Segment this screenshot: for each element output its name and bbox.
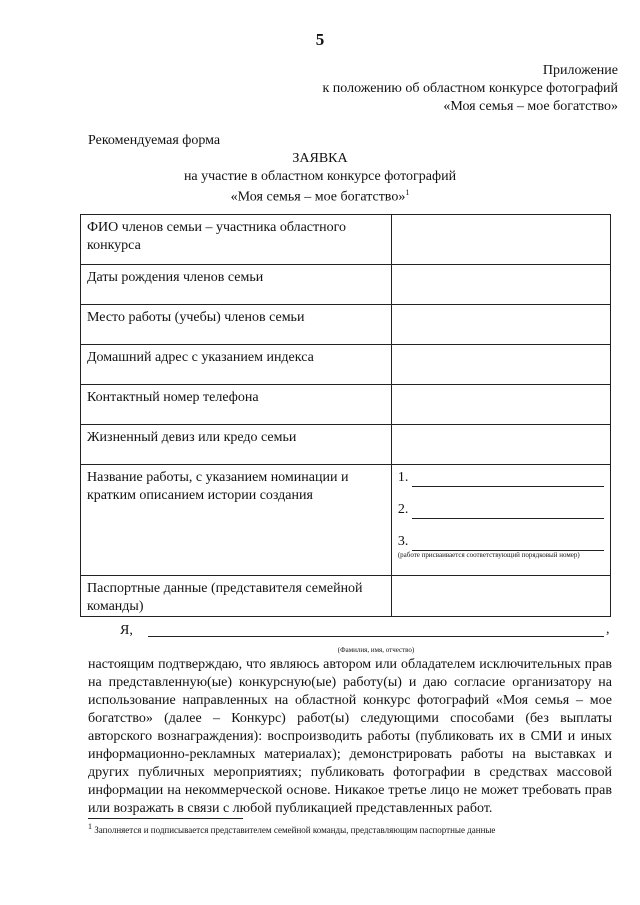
label-phone: Контактный номер телефона: [81, 385, 392, 425]
work-title-line-3[interactable]: [398, 533, 604, 551]
field-family-names[interactable]: [391, 215, 610, 265]
footnote-mark: 1: [88, 822, 92, 831]
subtitle-2-text: «Моя семья – мое богатство»: [230, 189, 406, 205]
recommended-form-label: Рекомендуемая форма: [88, 133, 221, 148]
appendix-line-2: к положению об областном конкурсе фотографий: [322, 81, 618, 96]
table-row: [81, 465, 611, 576]
work-title-number-3: 3.: [397, 534, 409, 549]
consent-text: настоящим подтверждаю, что являюсь автором или обладателем исключительных прав на представленную(ые) конкурсную(ые) работу(ы) и даю согласие организатору на использование направленных на областной конкурс фотографий «Моя семья – мое богатство» (далее – Конкурс) работ(ы) следующими способами (без выплаты авторского вознаграждения): воспроизводить работы (публиковать их в СМИ и иных информационно-рекламных материалах); демонстрировать работы на выставках и других публичных мероприятиях; публиковать фотографии в средствах массовой информации на некоммерческой основе. Никакое третье лицо не может требовать прав или возражать в связи с любой публикацией представленных работ.: [88, 657, 612, 816]
appendix-line-1: Приложение: [542, 63, 618, 78]
work-title-number-1: 1.: [397, 470, 409, 485]
label-family-names: ФИО членов семьи – участника областного конкурса: [81, 215, 392, 265]
label-work-title: Название работы, с указанием номинации и кратким описанием истории создания: [81, 465, 392, 576]
page-number: 5: [315, 30, 325, 49]
label-home-address: Домашний адрес с указанием индекса: [81, 345, 392, 385]
label-motto: Жизненный девиз или кредо семьи: [81, 425, 392, 465]
field-birth-dates[interactable]: [391, 265, 610, 305]
table-row: [81, 385, 611, 425]
table-row: [81, 425, 611, 465]
declarant-name-field[interactable]: [148, 636, 604, 637]
application-form-table: [80, 214, 611, 617]
field-motto[interactable]: [391, 425, 610, 465]
field-passport[interactable]: [391, 576, 610, 617]
declarant-comma: ,: [606, 622, 610, 637]
table-row: [81, 576, 611, 617]
footnote-ref: 1: [405, 188, 410, 197]
document-subtitle-2: [0, 184, 640, 207]
appendix-line-3: «Моя семья – мое богатство»: [443, 99, 618, 114]
document-subtitle-1: на участие в областном конкурсе фотографий: [183, 169, 457, 184]
field-phone[interactable]: [391, 385, 610, 425]
work-title-line-2[interactable]: [398, 501, 604, 519]
table-row: [81, 215, 611, 265]
work-number-hint: (работе присваивается соответствующий порядковый номер): [397, 551, 580, 559]
table-row: [81, 345, 611, 385]
field-workplace[interactable]: [391, 305, 610, 345]
table-row: [81, 265, 611, 305]
footnote-text: Заполняется и подписывается представителем семейной команды, представляющим паспортные данные: [94, 825, 496, 835]
field-home-address[interactable]: [391, 345, 610, 385]
footnote-divider: [88, 818, 243, 819]
label-passport: Паспортные данные (представителя семейной команды): [81, 576, 392, 617]
document-title: ЗАЯВКА: [292, 151, 348, 166]
table-row: [81, 305, 611, 345]
footnote: [88, 822, 495, 835]
label-birth-dates: Даты рождения членов семьи: [81, 265, 392, 305]
declarant-name-hint: (Фамилия, имя, отчество): [337, 646, 415, 654]
work-title-number-2: 2.: [397, 502, 409, 517]
work-title-line-1[interactable]: [398, 469, 604, 487]
declarant-prefix: Я,: [120, 623, 133, 638]
label-workplace: Место работы (учебы) членов семьи: [81, 305, 392, 345]
field-work-titles: [391, 465, 610, 576]
